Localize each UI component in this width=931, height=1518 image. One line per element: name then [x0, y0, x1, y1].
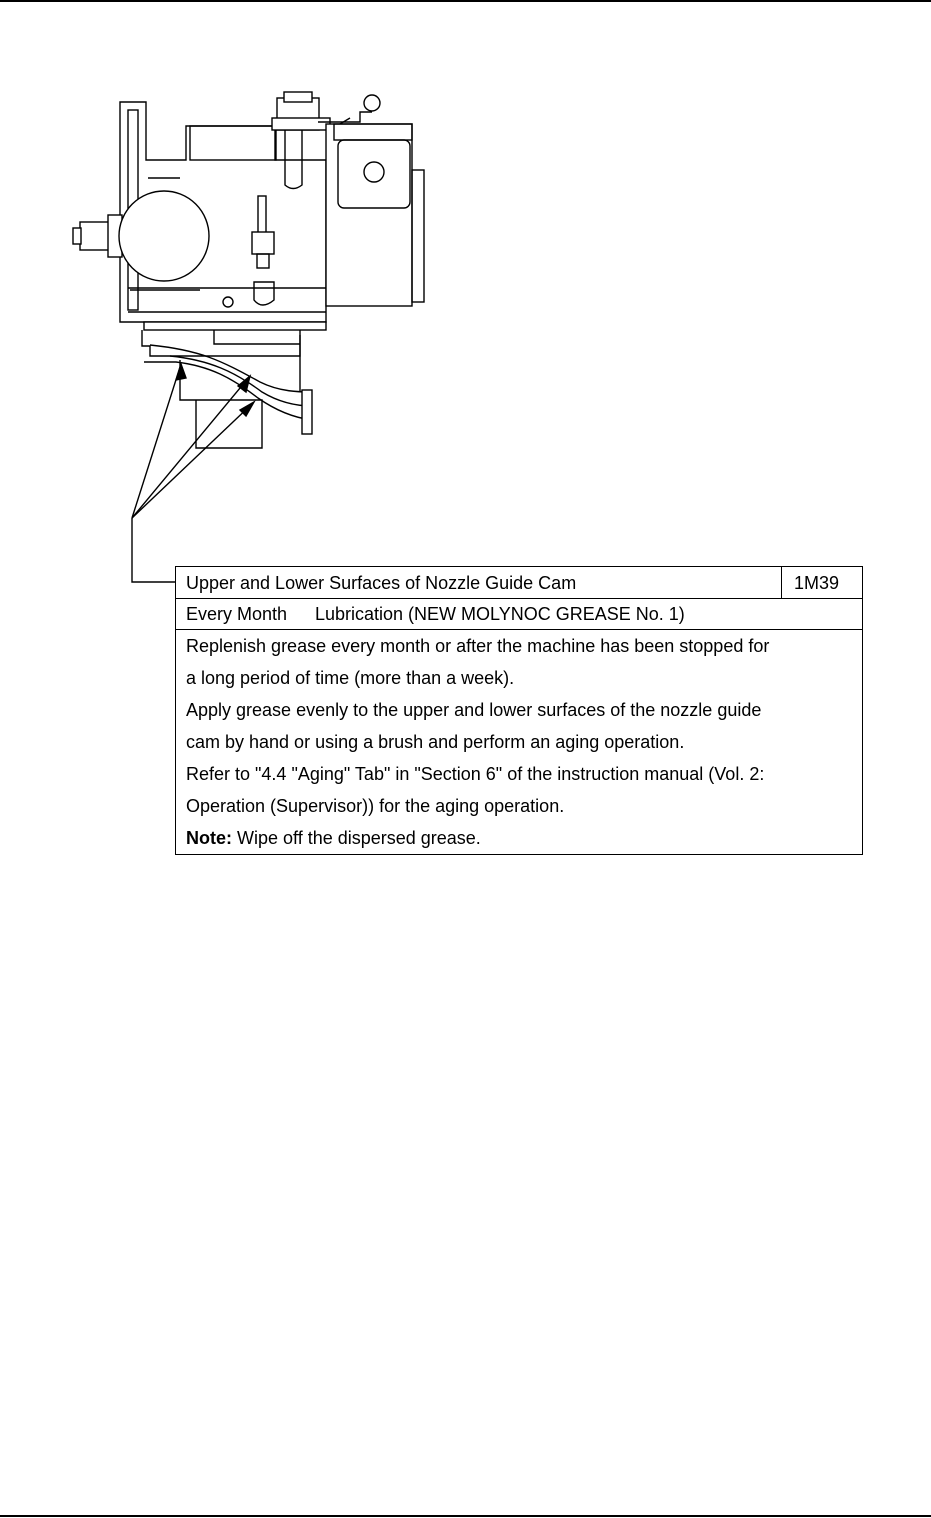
table-title-row — [176, 567, 862, 599]
table-interval-row — [176, 599, 862, 630]
instruction-line: Refer to "4.4 "Aging" Tab" in "Section 6" of the instruction manual (Vol. 2: — [186, 764, 765, 784]
note-label: Note: — [186, 828, 232, 848]
maintenance-spec-table — [175, 566, 863, 855]
note-text: Wipe off the dispersed grease. — [232, 828, 481, 848]
instruction-line: a long period of time (more than a week). — [186, 668, 515, 688]
item-code: 1M39 — [781, 567, 862, 598]
lubrication-type: Lubrication (NEW MOLYNOC GREASE No. 1) — [315, 604, 685, 624]
instruction-line: Replenish grease every month or after the machine has been stopped for — [186, 636, 770, 656]
note-line — [186, 822, 856, 854]
item-title: Upper and Lower Surfaces of Nozzle Guide Cam — [186, 573, 577, 593]
instructions-body — [186, 630, 856, 854]
instruction-line: Operation (Supervisor)) for the aging operation. — [186, 796, 565, 816]
interval-text: Every Month — [186, 604, 288, 624]
footer-rule — [0, 1515, 931, 1517]
instruction-line: Apply grease evenly to the upper and lower surfaces of the nozzle guide — [186, 700, 762, 720]
instruction-line: cam by hand or using a brush and perform an aging operation. — [186, 732, 685, 752]
